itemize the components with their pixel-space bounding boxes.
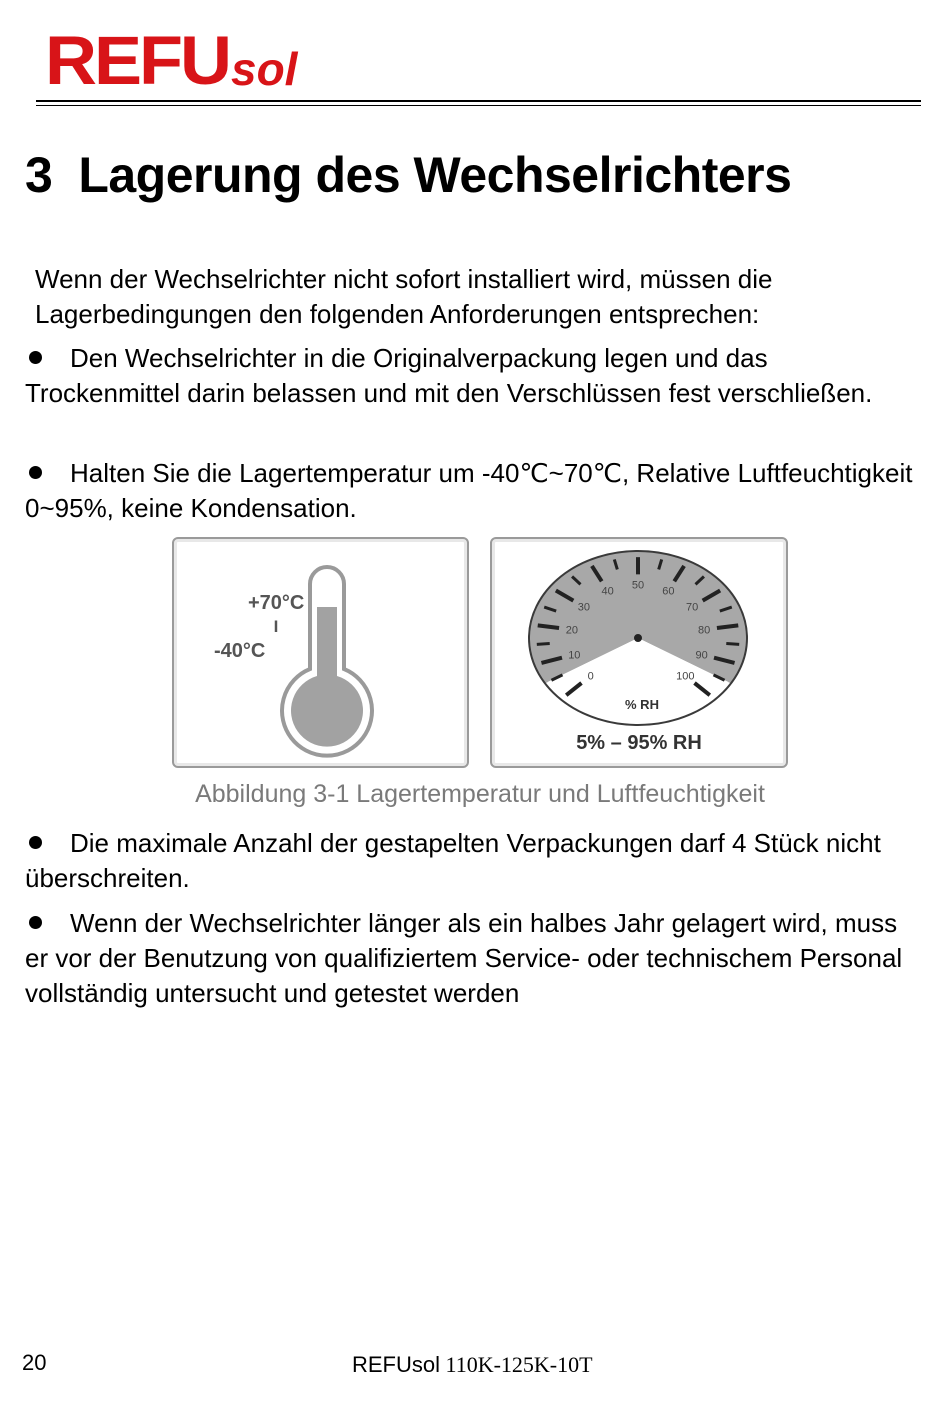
humidity-panel bbox=[490, 537, 788, 768]
gauge-range-label: 5% – 95% RH bbox=[576, 732, 702, 754]
brand-logo bbox=[45, 22, 297, 100]
bullet-item bbox=[25, 906, 915, 1011]
gauge-tick bbox=[726, 644, 739, 645]
gauge-scale-label: 70 bbox=[686, 601, 699, 614]
gauge-scale-label: 40 bbox=[601, 585, 614, 598]
gauge-scale-label: 90 bbox=[695, 649, 708, 662]
gauge-scale-label: 30 bbox=[577, 601, 590, 614]
gauge-scale-label: 0 bbox=[587, 670, 594, 683]
temp-separator: I bbox=[273, 617, 279, 636]
bullet-dot-icon bbox=[29, 836, 42, 849]
gauge-scale-label: 10 bbox=[568, 649, 581, 662]
gauge-scale-label: 50 bbox=[631, 579, 645, 592]
temp-max-label: +70°C bbox=[248, 592, 305, 614]
gauge-tick bbox=[717, 625, 738, 628]
storage-figure bbox=[172, 537, 788, 766]
chapter-title-text: Lagerung des Wechselrichters bbox=[78, 147, 792, 203]
gauge-scale-label: 20 bbox=[565, 624, 578, 637]
bullet-dot-icon bbox=[29, 466, 42, 479]
gauge-scale-label: 100 bbox=[676, 670, 695, 683]
temp-min-label: -40°C bbox=[214, 640, 266, 662]
footer-brand: REFUsol bbox=[352, 1352, 441, 1377]
bullet-text: Halten Sie die Lagertemperatur um -40℃~70℃, Relative Luftfeuchtigkeit 0~95%, keine Kondensation. bbox=[25, 458, 913, 523]
footer-model bbox=[352, 1352, 593, 1378]
bullet-item bbox=[25, 456, 915, 526]
temperature-panel bbox=[172, 537, 469, 768]
logo-sol-text: sol bbox=[231, 43, 298, 95]
gauge-tick bbox=[537, 644, 550, 645]
footer-model-number: 110K-125K-10T bbox=[440, 1352, 593, 1377]
gauge-unit-label: % RH bbox=[625, 697, 659, 712]
header-rule bbox=[36, 100, 921, 102]
bullet-text: Wenn der Wechselrichter länger als ein halbes Jahr gelagert wird, muss er vor der Benutzung von qualifiziertem Service- oder technischem Personal vollständig untersucht und getestet werden bbox=[25, 908, 903, 1008]
intro-paragraph: Wenn der Wechselrichter nicht sofort installiert wird, müssen die Lagerbedingungen den folgenden Anforderungen entsprechen: bbox=[35, 264, 773, 329]
bullet-text: Die maximale Anzahl der gestapelten Verpackungen darf 4 Stück nicht überschreiten. bbox=[25, 828, 881, 893]
gauge-tick bbox=[538, 625, 559, 628]
logo-refu-text: REFU bbox=[45, 23, 229, 99]
chapter-title bbox=[25, 140, 791, 210]
thermometer-icon bbox=[174, 539, 467, 766]
bullet-item bbox=[25, 826, 915, 896]
bullet-dot-icon bbox=[29, 351, 42, 364]
bullet-item bbox=[25, 341, 915, 411]
bullet-text: Den Wechselrichter in die Originalverpackung legen und das Trockenmittel darin belassen und mit den Verschlüssen fest verschließen. bbox=[25, 343, 873, 408]
gauge-scale-label: 80 bbox=[698, 624, 711, 637]
page-number: 20 bbox=[22, 1350, 47, 1375]
chapter-number: 3 bbox=[25, 147, 53, 203]
gauge-pivot bbox=[634, 634, 642, 642]
humidity-gauge-icon bbox=[492, 539, 786, 766]
gauge-scale-label: 60 bbox=[662, 585, 675, 598]
figure-caption: Abbildung 3-1 Lagertemperatur und Luftfeuchtigkeit bbox=[195, 780, 765, 808]
header-rule-thin bbox=[36, 105, 921, 106]
bullet-dot-icon bbox=[29, 916, 42, 929]
